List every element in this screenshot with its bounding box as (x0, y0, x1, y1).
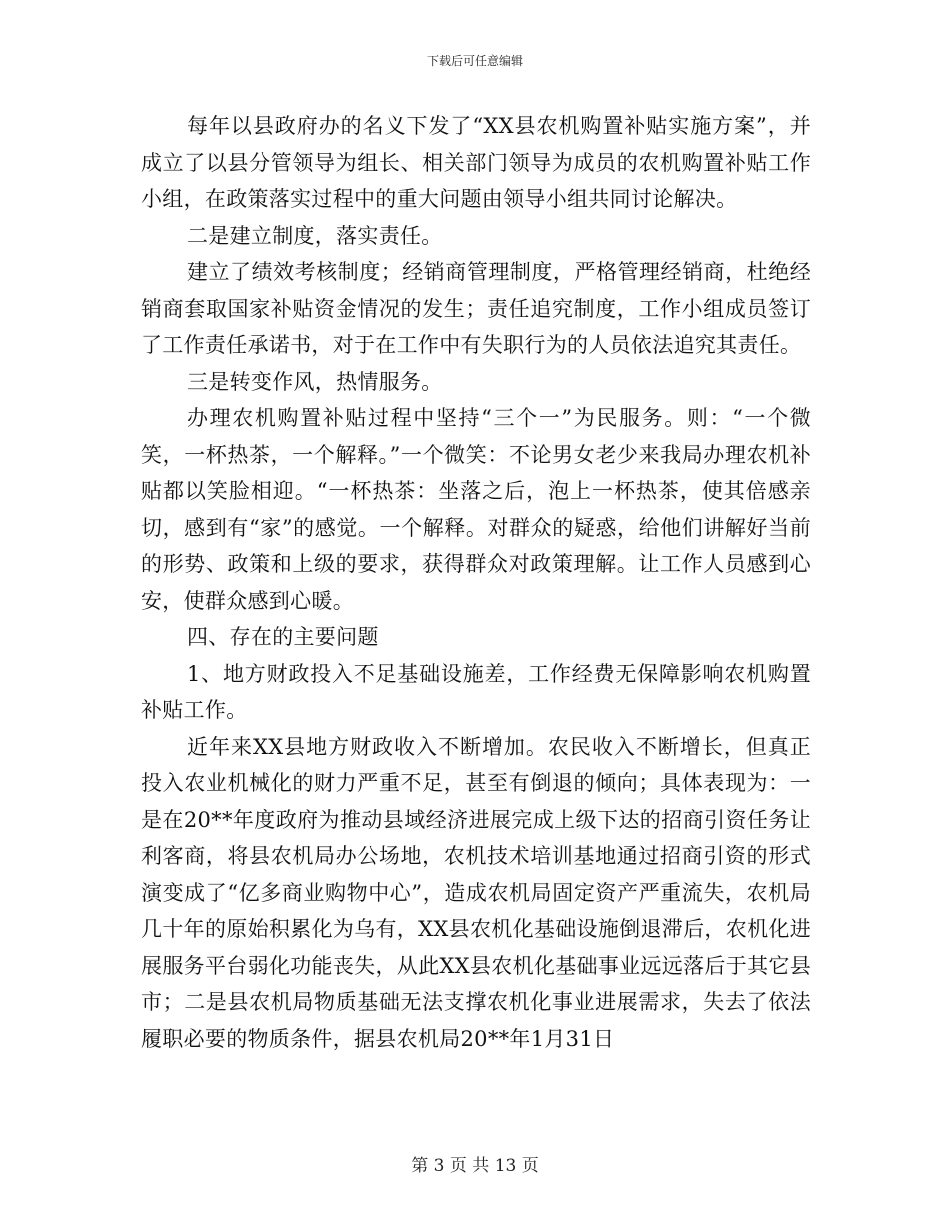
paragraph-5: 办理农机购置补贴过程中坚持“三个一”为民服务。则：“一个微笑，一杯热茶，一个解释。”一个微笑：不论男女老少来我局办理农机补贴都以笑脸相迎。“一杯热茶：坐落之后，泡上一杯热茶，使其倍感亲切，感到有“家”的感觉。一个解释。对群众的疑惑，给他们讲解好当前的形势、政策和上级的要求，获得群众对政策理解。让工作人员感到心安，使群众感到心暖。 (141, 406, 811, 613)
paragraph-8: 近年来XX县地方财政收入不断增加。农民收入不断增长，但真正投入农业机械化的财力严重不足，甚至有倒退的倾向；具体表现为：一是在20**年度政府为推动县域经济进展完成上级下达的招商引资任务让利客商，将县农机局办公场地，农机技术培训基地通过招商引资的形式演变成了“亿多商业购物中心”，造成农机局固定资产严重流失，农机局几十年的原始积累化为乌有，XX县农机化基础设施倒退滞后，农机化进展服务平台弱化功能丧失，从此XX县农机化基础事业远远落后于其它县市；二是县农机局物质基础无法支撑农机化事业进展需求，失去了依法履职必要的物质条件，据县农机局20**年1月31日 (141, 734, 811, 1051)
paragraph-6: 四、存在的主要问题 (187, 625, 379, 649)
page-footer: 第 3 页 共 13 页 (411, 1156, 539, 1176)
paragraph-4: 三是转变作风，热情服务。 (187, 369, 443, 394)
document-body (141, 108, 811, 1057)
paragraph-2: 二是建立制度，落实责任。 (187, 223, 443, 248)
paragraph-7: 1、地方财政投入不足基础设施差，工作经费无保障影响农机购置补贴工作。 (141, 661, 811, 722)
paragraph-1: 每年以县政府办的名义下发了“XX县农机购置补贴实施方案”，并成立了以县分管领导为组长、相关部门领导为成员的农机购置补贴工作小组，在政策落实过程中的重大问题由领导小组共同讨论解决。 (141, 114, 811, 211)
page-header: 下载后可任意编辑 (426, 54, 523, 68)
paragraph-3: 建立了绩效考核制度；经销商管理制度，严格管理经销商，杜绝经销商套取国家补贴资金情况的发生；责任追究制度，工作小组成员签订了工作责任承诺书，对于在工作中有失职行为的人员依法追究其责任。 (141, 260, 811, 357)
